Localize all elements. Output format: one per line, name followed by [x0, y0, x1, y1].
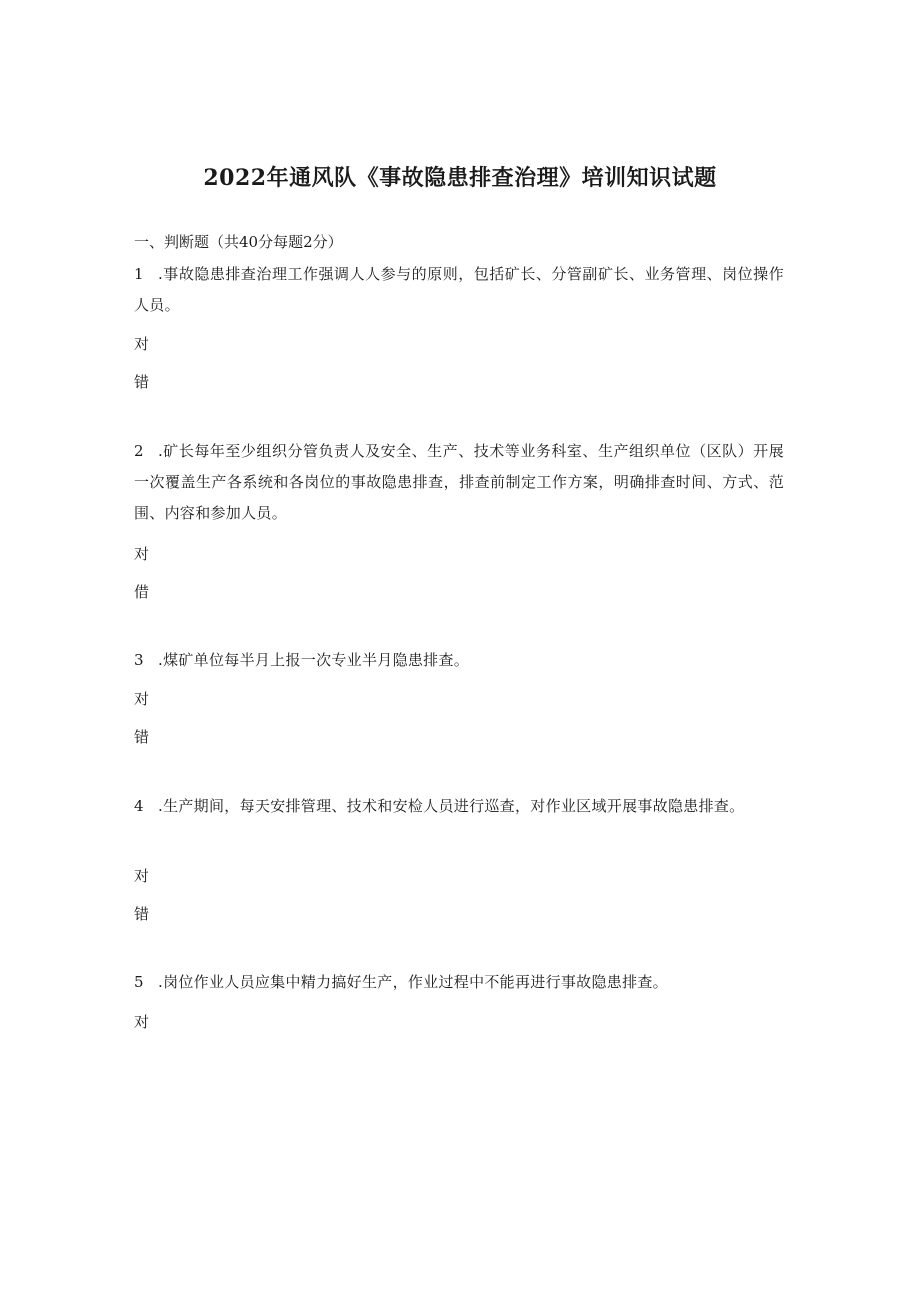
question-1-body: .事故隐患排查治理工作强调人人参与的原则，包括矿长、分管副矿长、业务管理、岗位操作人员。	[134, 265, 784, 314]
page-title: 2022年通风队《事故隐患排查治理》培训知识试题	[203, 165, 717, 191]
question-5-option-true: 对	[134, 1013, 150, 1031]
question-4-option-false: 错	[134, 905, 150, 923]
question-3-option-false: 错	[134, 728, 150, 746]
question-4-body: .生产期间，每天安排管理、技术和安检人员进行巡查，对作业区域开展事故隐患排查。	[158, 797, 745, 815]
question-2-text	[134, 436, 784, 529]
question-3-number: 3	[134, 651, 144, 669]
question-1-option-true: 对	[134, 335, 150, 353]
question-2-number: 2	[134, 442, 144, 460]
question-5-body: .岗位作业人员应集中精力搞好生产，作业过程中不能再进行事故隐患排查。	[158, 973, 668, 991]
question-2-option-false: 借	[134, 583, 150, 601]
question-3-option-true: 对	[134, 690, 150, 708]
question-1-option-false: 错	[134, 373, 150, 391]
question-1-text	[134, 259, 784, 321]
question-5-text	[134, 967, 784, 998]
section-header: 一、判断题（共40分每题2分）	[134, 233, 343, 251]
question-4-text	[134, 791, 784, 822]
question-3-body: .煤矿单位每半月上报一次专业半月隐患排查。	[158, 651, 470, 669]
question-2-option-true: 对	[134, 545, 150, 563]
question-4-option-true: 对	[134, 867, 150, 885]
question-2-body: .矿长每年至少组织分管负责人及安全、生产、技术等业务科室、生产组织单位（区队）开展一次覆盖生产各系统和各岗位的事故隐患排查，排查前制定工作方案，明确排查时间、方式、范围、内容和参加人员。	[134, 442, 784, 522]
question-4-number: 4	[134, 797, 144, 815]
question-3-text	[134, 645, 784, 676]
question-1-number: 1	[134, 265, 144, 283]
question-5-number: 5	[134, 973, 144, 991]
